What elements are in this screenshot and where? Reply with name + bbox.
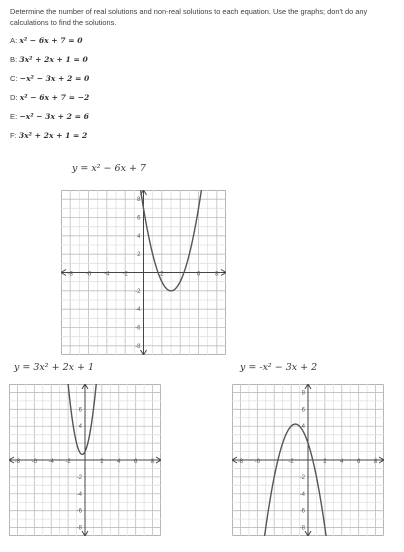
x-tick-label: 6 [196,271,201,278]
y-tick-label: -8 [135,343,141,350]
y-tick-label: 4 [137,233,141,240]
equation-text: −x² − 3x + 2 = 0 [19,74,90,83]
y-tick-label: -8 [299,525,305,532]
equation-text: 3x² + 2x + 1 = 2 [18,131,88,140]
equation-text: x² − 6x + 7 = −2 [19,93,90,102]
instructions-text: Determine the number of real solutions and non-real solutions to each equation. Use the graphs; don't do any calculations to find the solutions. [10,7,368,27]
x-tick-label: -2 [65,459,71,465]
y-tick-label: 6 [137,215,141,222]
x-tick-label: -8 [67,271,73,278]
equation-item [10,93,89,112]
y-tick-label: -4 [299,491,305,498]
equation-label: F: [10,131,17,140]
y-tick-label: -2 [135,288,141,295]
y-tick-label: -6 [76,508,82,515]
parabola-graph [232,384,384,536]
equation-label: C: [10,74,18,83]
y-tick-label: 4 [301,424,305,431]
x-tick-label: -2 [288,459,294,465]
y-tick-label: 8 [137,197,141,204]
equation-item [10,131,89,150]
x-tick-label: -8 [14,459,21,465]
equation-text: x² − 6x + 7 = 0 [19,36,83,45]
y-tick-label: -4 [76,491,82,498]
y-tick-label: -4 [135,307,141,314]
equation-item [10,36,89,55]
x-tick-label: 4 [340,459,344,465]
equation-item [10,55,89,74]
y-tick-label: 4 [78,424,82,431]
x-tick-label: -6 [254,459,261,465]
equation-label: D: [10,93,18,102]
equation-item [10,112,89,131]
x-tick-label: 2 [323,459,327,465]
parabola-graph [61,190,226,355]
equation-text: −x² − 3x + 2 = 6 [19,112,89,121]
y-tick-label: 6 [78,407,82,414]
x-tick-label: -4 [48,459,54,465]
y-tick-label: 2 [137,252,141,259]
x-tick-label: 2 [160,271,164,278]
x-tick-label: 6 [133,459,138,465]
graph-title: y = -x² − 3x + 2 [240,362,318,373]
x-tick-label: 4 [117,459,121,465]
y-tick-label: 8 [301,390,305,397]
graph-title: y = 3x² + 2x + 1 [14,362,95,373]
x-tick-label: 8 [215,271,219,278]
parabola-graph [9,384,161,536]
x-tick-label: -8 [237,459,244,465]
y-tick-label: -6 [135,325,141,332]
y-tick-label: 6 [301,407,305,414]
x-tick-label: 8 [373,459,378,465]
equation-label: B: [10,55,18,64]
x-tick-label: -2 [122,271,128,278]
equation-label: E: [10,112,18,121]
x-tick-label: -4 [104,271,110,278]
x-tick-label: 2 [100,459,104,465]
y-tick-label: -2 [76,474,82,481]
equation-label: A: [10,36,18,45]
graph-title: y = x² − 6x + 7 [72,163,146,174]
x-tick-label: -6 [31,459,38,465]
x-tick-label: 8 [150,459,155,465]
y-tick-label: -8 [76,525,82,532]
equation-text: 3x² + 2x + 1 = 0 [19,55,88,64]
x-tick-label: 6 [356,459,361,465]
equation-item [10,74,89,93]
equation-list [10,36,89,150]
y-tick-label: -6 [299,508,305,515]
y-tick-label: -2 [299,474,305,481]
x-tick-label: -6 [85,271,92,278]
